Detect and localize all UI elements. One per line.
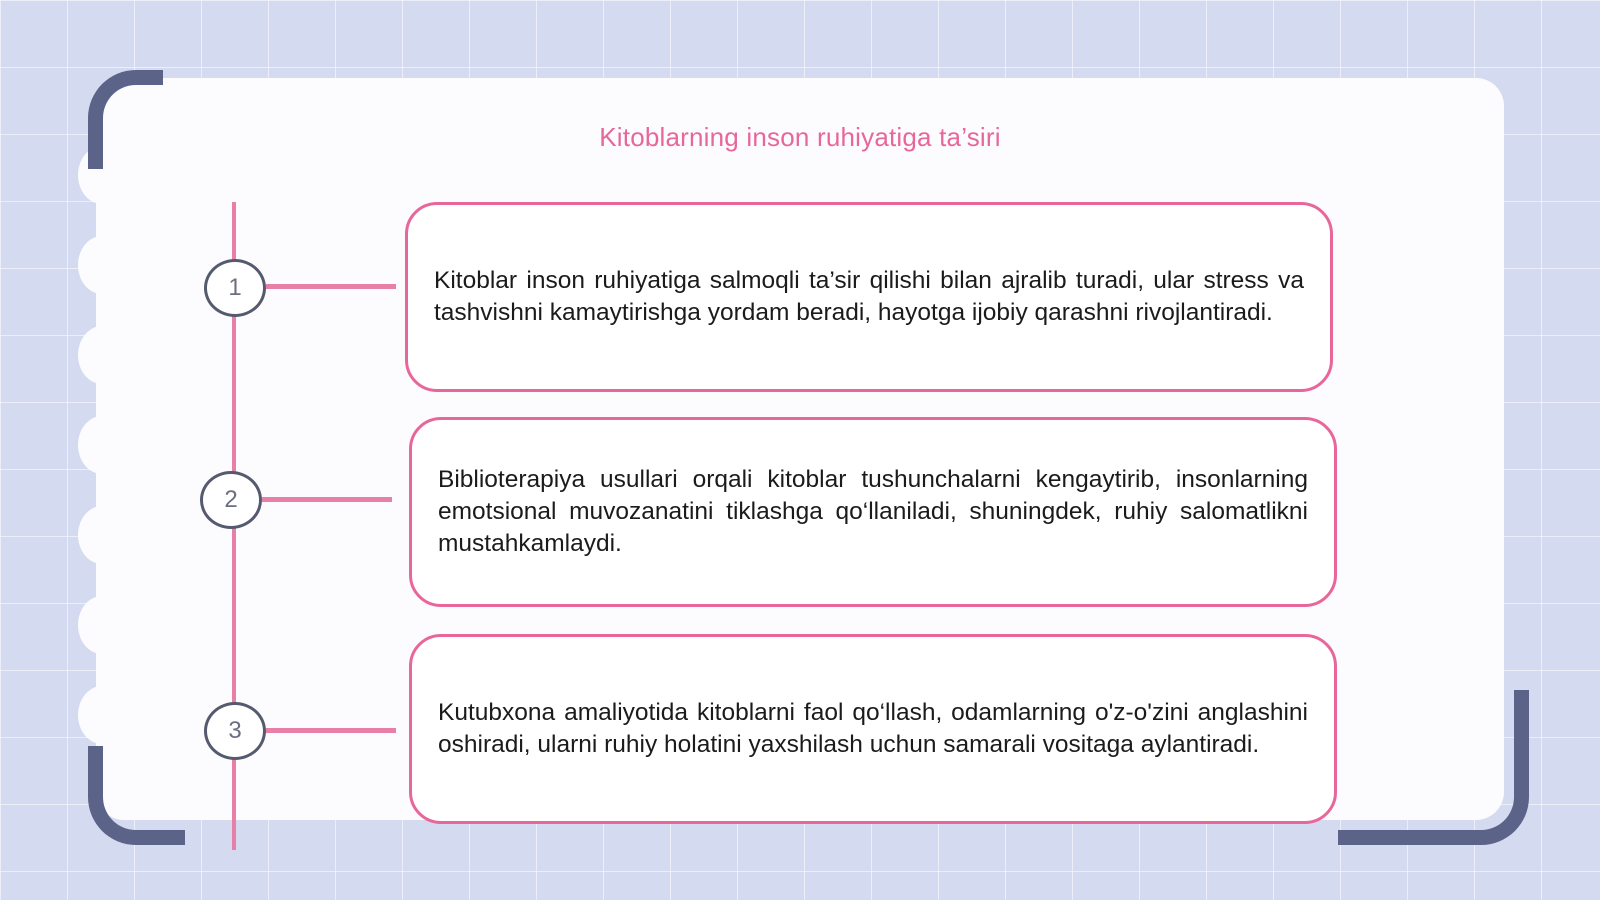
notebook-scallop bbox=[78, 326, 126, 384]
slide-title: Kitoblarning inson ruhiyatiga ta’siri bbox=[599, 122, 1001, 152]
corner-bracket-top-left bbox=[88, 70, 163, 169]
content-box-2 bbox=[409, 417, 1337, 607]
timeline-marker-3 bbox=[204, 702, 266, 760]
corner-bracket-bottom-left bbox=[88, 746, 185, 845]
marker-number: 3 bbox=[228, 717, 242, 744]
corner-bracket-bottom-right bbox=[1338, 690, 1529, 845]
notebook-scallop bbox=[78, 236, 126, 294]
content-text: Kutubxona amaliyotida kitoblarni faol qo‘llash, odamlarning o'z-o'zini anglashini oshiradi, ularni ruhiy holatini yaxshilash uchun samarali vositaga aylantiradi. bbox=[438, 699, 1308, 758]
notebook-scallop bbox=[78, 416, 126, 474]
timeline-connector bbox=[266, 728, 396, 733]
notebook-scallop bbox=[78, 596, 126, 654]
content-text: Biblioterapiya usullari orqali kitoblar tushunchalarni kengaytirib, insonlarning emotsional muvozanatini tiklashga qo‘llaniladi, shuningdek, ruhiy salomatlikni mustahkamlaydi. bbox=[438, 466, 1308, 557]
timeline-connector bbox=[266, 284, 396, 289]
notebook-scallop bbox=[78, 686, 126, 744]
marker-number: 1 bbox=[228, 274, 242, 301]
content-box-1 bbox=[405, 202, 1333, 392]
timeline-connector bbox=[262, 497, 392, 502]
content-box-3 bbox=[409, 634, 1337, 824]
marker-number: 2 bbox=[224, 486, 238, 513]
timeline-marker-2 bbox=[200, 471, 262, 529]
timeline-marker-1 bbox=[204, 259, 266, 317]
notebook-scallop bbox=[78, 506, 126, 564]
content-text: Kitoblar inson ruhiyatiga salmoqli ta’sir qilishi bilan ajralib turadi, ular stress va tashvishni kamaytirishga yordam beradi, hayotga ijobiy qarashni rivojlantiradi. bbox=[434, 267, 1304, 326]
